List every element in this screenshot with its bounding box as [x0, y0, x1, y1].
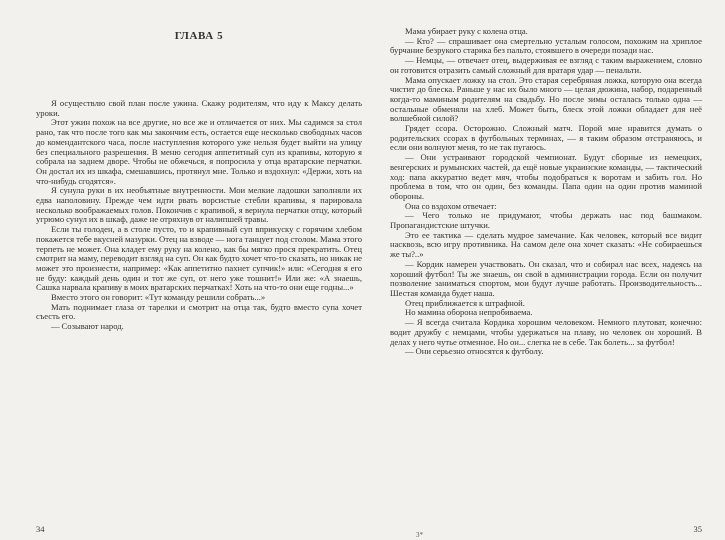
paragraph: Но мамина оборона непробиваема.	[405, 307, 533, 318]
paragraph: Я сунула руки в их необъятные внутренности. Мои мелкие ладошки заполняли их едва наполовину. Прежде чем идти рвать ворсистые стебли крапивы, я парировала несколько воображаемых голов. Покончив с крапивой, я вернула перчатки отцу, который угрюмо сунул их в шкаф, даже не отряхнув от налипшей травы.	[36, 185, 362, 225]
chapter-title: ГЛАВА 5	[174, 30, 224, 42]
paragraph: — Они серьезно относятся к футболу.	[405, 346, 544, 357]
paragraph: Мама убирает руку с колена отца.	[405, 26, 528, 36]
paragraph: Грядет ссора. Осторожно. Сложный матч. Порой мне нравится думать о родительских ссорах в футбольных терминах, — я таким образом отстраняюсь, и если они волнуют меня, то не так пугаюсь.	[390, 123, 702, 153]
paragraph: Это ее тактика — сделать мудрое замечание. Как человек, который все видит насквозь, всю игру противника. На самом деле она хочет сказать: «Не собираешься же ты?..»	[390, 229, 702, 260]
paragraph: Этот ужин похож на все другие, но все же и отличается от них. Мы садимся за стол рано, так что после того как мы закончим есть, остается еще несколько свободных часов до комендантского часа, после наступления которого уже нельзя будет выйти на улицу без специального разрешения. В меню сегодня аппетитный суп из крапивы, которую я собрала на заднем дворе. Чтобы не обжечься, я попросила у отца вратарские перчатки. Он достал их из шкафа, смешавшись, протянул мне. Только и вздохнул: «Держи, хоть на что-нибудь сгодятся».	[36, 117, 362, 186]
paragraph: Мать поднимает глаза от тарелки и смотрит на отца так, будто вместо супа хочет съесть его.	[36, 301, 362, 322]
page-number-left: 34	[36, 524, 45, 534]
right-page-text	[390, 27, 702, 357]
paragraph: Отец приближается к штрафной.	[405, 297, 525, 308]
paragraph: — Кто? — спрашивает она смертельно усталым голосом, похожим на хриплое бурчание безрукого старика без пальто, стоявшего в очереди позади нас.	[390, 35, 702, 56]
page-right	[390, 0, 702, 357]
paragraph: — Немцы, — отвечает отец, выдерживая ее взгляд с таким выражением, словно он готовится отразить самый сложный для вратаря удар — пенальти.	[390, 55, 702, 75]
paragraph: Я осуществлю свой план после ужина. Скажу родителям, что иду к Максу делать уроки.	[36, 98, 362, 118]
paragraph: Вместо этого он говорит: «Тут команду решили собрать...»	[51, 292, 266, 303]
signature-mark: 3*	[416, 531, 423, 539]
paragraph: Она со вздохом отвечает:	[405, 200, 497, 211]
page-left	[36, 0, 362, 332]
paragraph: — Чего только не придумают, чтобы держать нас под башмаком. Пропагандистские штучки.	[390, 210, 702, 231]
paragraph: — Я всегда считала Кордика хорошим человеком. Немного плутоват, конечно: водит дружбу с немцами, чтобы удержаться на плаву, но человек он хороший. В делах у него чутье отменное. Но он... слегка не в себе. Так болеть... за футбол!	[390, 317, 702, 347]
paragraph: — Они устраивают городской чемпионат. Будут сборные из немецких, венгерских и румынских частей, да ещё новые украинские команды, — тактический ход: папа аккуратно ведет мяч, чтобы подобраться к воротам и забить гол. Но проблема в том, что он один, без команды. Папа один на один против маминой обороны.	[390, 152, 702, 201]
paragraph: Если ты голоден, а в столе пусто, то и крапивный суп вприкуску с горячим хлебом покажется тебе вкусней мазурки. Отец на взводе — нога танцует под столом. Мама этого терпеть не может. Она кладет ему руку на колено, как бы мягко прося прекратить. Отец смотрит на маму, переводит взгляд на суп. Он как будто хочет что-то сказать, но никак не может это произнести, например: «Как аппетитно пахнет супчик!» или: «Сегодня я его не буду: каждый день один и тот же суп, от него уже тошнит!» Или же: «А знаешь, Сашка нарвала крапиву в моих вратарских перчатках! Хоть на что-то они еще годны...»	[36, 224, 362, 293]
left-page-text	[36, 99, 362, 332]
paragraph: — Кордик намерен участвовать. Он сказал, что и собирал нас всех, надеясь на хороший футбол! Ты же знаешь, он свой в администрации города. Если он получит позволение заниматься спортом, мои будут лучше работать. Производительность... Шестая команда будет наша.	[390, 258, 702, 298]
page-number-right: 35	[693, 524, 702, 534]
paragraph: — Созывают народ.	[51, 321, 124, 332]
paragraph: Мама опускает ложку на стол. Это старая серебряная ложка, которую она всегда чистит до блеска. Раньше у нас их было много — целая дюжина, набор, подаренный когда-то маминым родителям на свадьбу. Но после зимы осталась только одна — остальные обменяли на хлеб. Может быть, блеск этой ложки обладает для неё волшебной силой?	[390, 74, 702, 124]
